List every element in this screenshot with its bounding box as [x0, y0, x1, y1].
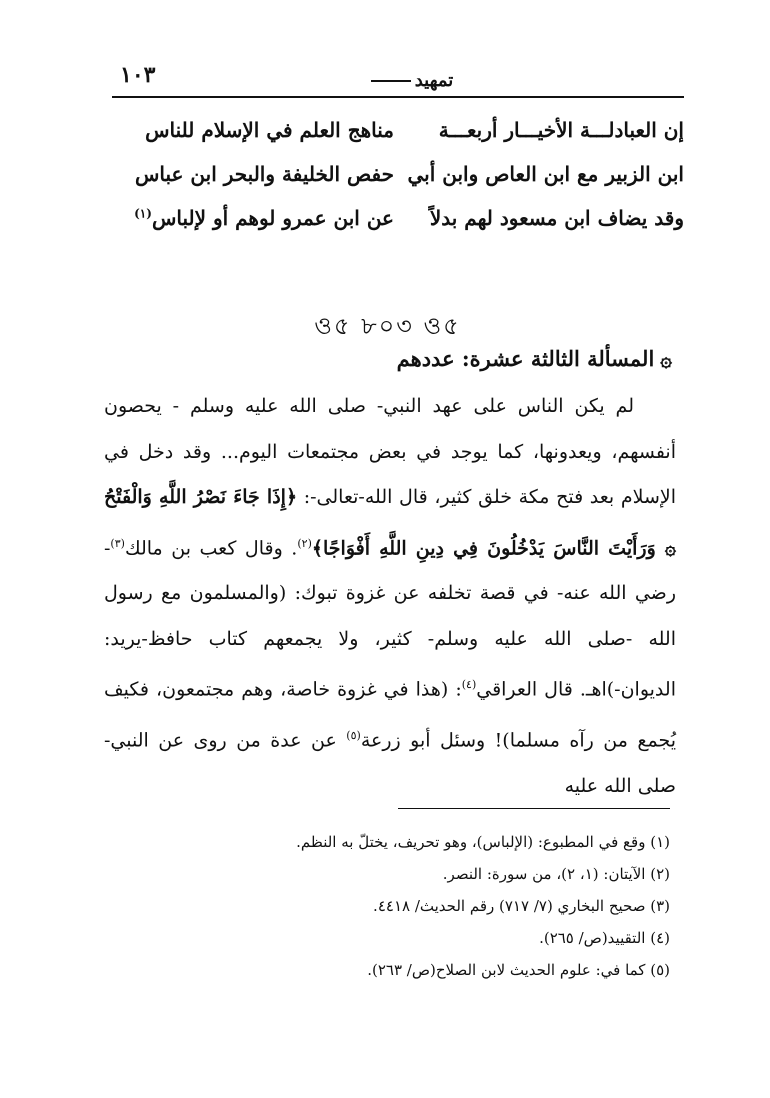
poem-block [112, 108, 684, 240]
footnote: (٥) كما في: علوم الحديث لابن الصلاح(ص/ ٢٦٣). [367, 961, 670, 979]
body-segment: عن عدة من روى عن النبي- صلى الله عليه [104, 729, 676, 797]
heading-ornament-icon: ۞ [660, 347, 672, 371]
poem-hemistich-second: مناهج العلم في الإسلام للناس [145, 118, 394, 142]
poem-hemistich-first: إن العبادلـــة الأخيـــار أربعـــة [438, 118, 684, 142]
poem-verse [112, 152, 684, 196]
footnote: (٢) الآيتان: (١، ٢)، من سورة: النصر. [442, 865, 670, 883]
running-title [342, 70, 482, 91]
body-segment: -رضي الله عنه- في قصة تخلفه عن غزوة تبوك: (والمسلمون مع رسول الله -صلى الله عليه وسلم- كثير، ولا يجمعهم كتاب حافظ-يريد: الديوان-)اهـ. قال العراقي [104, 536, 676, 701]
header-rule [112, 96, 684, 98]
footnote-ref: (٣) [110, 536, 125, 550]
ornament-divider: ও৫ ৮০৩ ও৫ [314, 312, 461, 340]
body-segment: . وقال كعب بن مالك [124, 536, 298, 559]
poem-verse [112, 196, 684, 240]
footnote-rule [398, 808, 670, 809]
page-header [112, 58, 684, 98]
footnote: (٤) التقييد(ص/ ٢٦٥). [539, 929, 670, 947]
body-segment: : (هذا في غزوة خاصة، وهم مجتمعون، فكيف يُجمع من رآه مسلما)! وسئل أبو زرعة [104, 678, 676, 752]
page-number: ١٠٣ [120, 62, 156, 88]
body-paragraph [104, 384, 676, 809]
quran-verse: ﴿إِذَا جَاءَ نَصْرُ اللَّهِ وَالْفَتْحُ ۞ وَرَأَيْتَ النَّاسَ يَدْخُلُونَ فِي دِينِ اللَّهِ أَفْوَاجًا﴾ [104, 486, 676, 559]
footnotes [240, 826, 670, 986]
poem-hemistich-first: وقد يضاف ابن مسعود لهم بدلاً [429, 206, 684, 230]
footnote-ref: (١) [134, 206, 152, 221]
poem-verse [112, 108, 684, 152]
footnote-ref: (٥) [346, 729, 361, 743]
footnote: (١) وقع في المطبوع: (الإلباس)، وهو تحريف، يختلّ به النظم. [296, 833, 670, 851]
footnote: (٣) صحيح البخاري (٧/ ٧١٧) رقم الحديث/ ٤٤١٨. [373, 897, 670, 915]
poem-hemistich-first: ابن الزبير مع ابن العاص وابن أبي [407, 162, 684, 186]
section-title: المسألة الثالثة عشرة: عددهم [396, 346, 655, 371]
title-tail-line [371, 80, 411, 82]
running-title-text: تمهيد [414, 70, 454, 91]
poem-hemistich-second: حفص الخليفة والبحر ابن عباس [134, 162, 394, 186]
poem-hemistich-text: عن ابن عمرو لوهم أو لإلباس [151, 206, 394, 230]
footnote-ref: (٤) [461, 678, 477, 692]
footnote-ref: (٢) [297, 536, 312, 550]
section-heading [112, 346, 672, 371]
body-text [104, 384, 676, 809]
body-segment: لم يكن الناس على عهد النبي- صلى الله عليه وسلم - يحصون أنفسهم، ويعدونها، كما يوجد في بعض مجتمعات اليوم... وقد دخل في الإسلام بعد فتح مكة خلق كثير، قال الله-تعالى-: [104, 395, 676, 508]
poem-hemistich-second [112, 206, 394, 230]
